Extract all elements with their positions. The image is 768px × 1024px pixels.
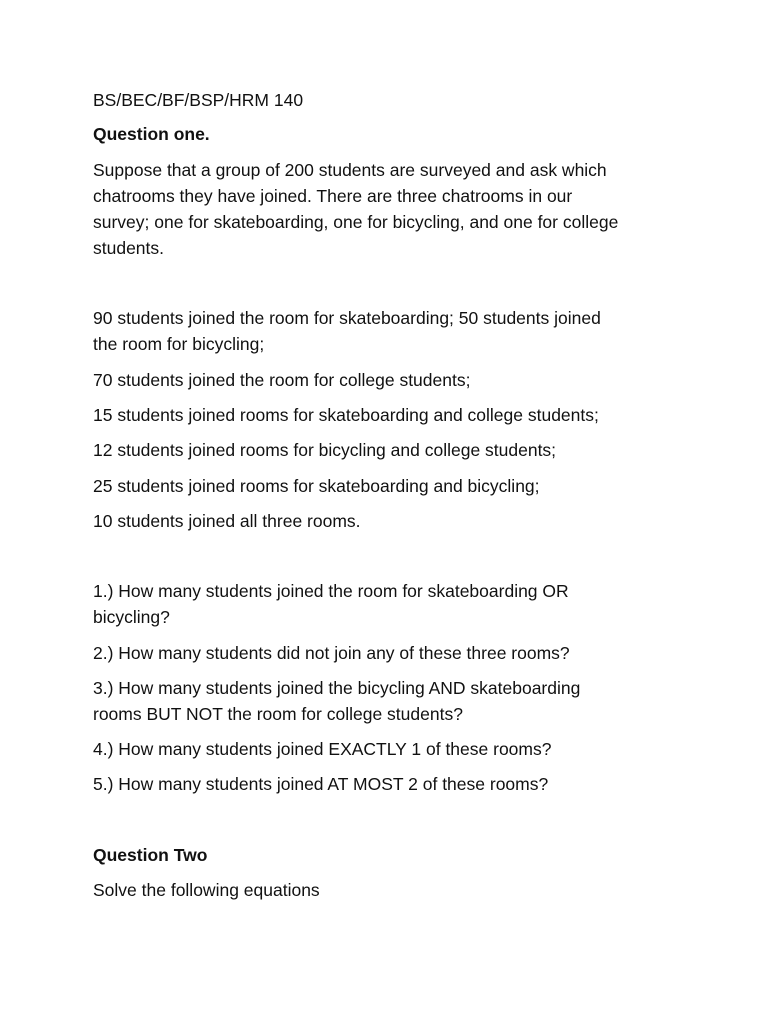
question-2: 2.) How many students did not join any of these three rooms? xyxy=(93,643,570,663)
intro-line-3: survey; one for skateboarding, one for bicycling, and one for college xyxy=(93,212,619,232)
fact-line-1: 90 students joined the room for skateboarding; 50 students joined xyxy=(93,308,601,328)
question-3-line-2: rooms BUT NOT the room for college students? xyxy=(93,704,463,724)
question-one-heading: Question one. xyxy=(93,124,210,144)
question-5: 5.) How many students joined AT MOST 2 of these rooms? xyxy=(93,774,549,794)
fact-line-6: 25 students joined rooms for skateboarding and bicycling; xyxy=(93,476,540,496)
fact-line-4: 15 students joined rooms for skateboarding and college students; xyxy=(93,405,599,425)
fact-line-3: 70 students joined the room for college students; xyxy=(93,370,471,390)
fact-line-5: 12 students joined rooms for bicycling and college students; xyxy=(93,440,557,460)
question-two-heading: Question Two xyxy=(93,845,208,865)
question-1-line-1: 1.) How many students joined the room for skateboarding OR xyxy=(93,581,569,601)
question-4: 4.) How many students joined EXACTLY 1 of these rooms? xyxy=(93,739,552,759)
fact-line-2: the room for bicycling; xyxy=(93,334,265,354)
course-code: BS/BEC/BF/BSP/HRM 140 xyxy=(93,90,304,110)
question-two-instruction: Solve the following equations xyxy=(93,880,320,900)
question-1-line-2: bicycling? xyxy=(93,607,170,627)
question-3-line-1: 3.) How many students joined the bicycling AND skateboarding xyxy=(93,678,581,698)
fact-line-7: 10 students joined all three rooms. xyxy=(93,511,361,531)
intro-line-2: chatrooms they have joined. There are three chatrooms in our xyxy=(93,186,573,206)
intro-line-4: students. xyxy=(93,238,165,258)
intro-line-1: Suppose that a group of 200 students are surveyed and ask which xyxy=(93,160,607,180)
